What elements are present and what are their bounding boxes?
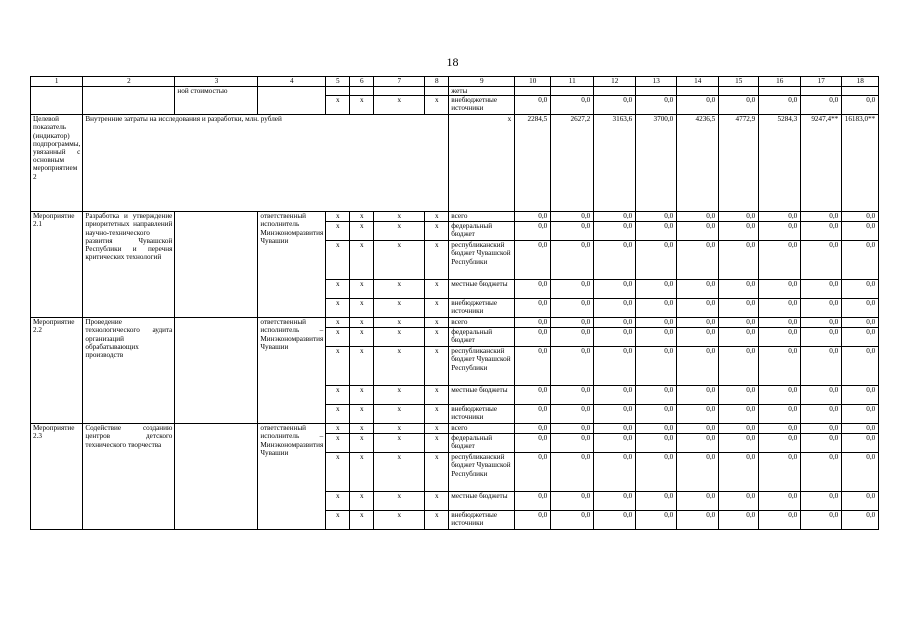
table-cell [515, 87, 551, 96]
funding-table [30, 76, 879, 530]
value-cell: 0,0 [677, 318, 719, 328]
mark-cell: x [350, 318, 374, 328]
value-cell: 0,0 [842, 453, 879, 492]
mark-cell: x [350, 328, 374, 347]
value-cell: 0,0 [515, 386, 551, 405]
table-row [31, 87, 879, 96]
value-cell: 0,0 [801, 405, 842, 424]
measure-label: Мероприятие 2.1 [31, 212, 83, 318]
mark-cell: x [374, 434, 425, 453]
value-cell: 0,0 [719, 453, 759, 492]
table-cell [801, 87, 842, 96]
funding-source: внебюджетные источники [449, 96, 515, 115]
column-number: 6 [350, 77, 374, 87]
value-cell: 0,0 [719, 434, 759, 453]
value-cell: 0,0 [801, 241, 842, 280]
value-cell: 0,0 [551, 212, 594, 222]
mark-cell: x [374, 299, 425, 318]
value-cell: 0,0 [551, 241, 594, 280]
mark-cell: x [326, 405, 350, 424]
funding-source: местные бюджеты [449, 280, 515, 299]
mark-cell: x [350, 299, 374, 318]
value-cell: 0,0 [636, 96, 677, 115]
value-cell: 0,0 [801, 222, 842, 241]
value-cell: 0,0 [801, 212, 842, 222]
value-cell: 0,0 [801, 318, 842, 328]
value-cell: 0,0 [515, 318, 551, 328]
table-cell [677, 87, 719, 96]
value-cell: 0,0 [759, 386, 801, 405]
mark-cell: x [326, 424, 350, 434]
value-cell: 0,0 [594, 511, 636, 530]
mark-cell: x [425, 453, 449, 492]
mark-cell: x [425, 328, 449, 347]
value-cell: 0,0 [594, 212, 636, 222]
value-cell: 0,0 [719, 280, 759, 299]
measure-title: Проведение технологического аудита организаций обрабатывающих производств [83, 318, 175, 424]
funding-source: всего [449, 424, 515, 434]
value-cell: 0,0 [801, 328, 842, 347]
value-cell: 0,0 [551, 318, 594, 328]
value-cell: 0,0 [551, 347, 594, 386]
mark-cell: x [326, 386, 350, 405]
value-cell: 0,0 [842, 212, 879, 222]
value-cell: 0,0 [636, 222, 677, 241]
value-cell: 0,0 [636, 318, 677, 328]
mark-cell: x [374, 222, 425, 241]
value-cell: 0,0 [842, 511, 879, 530]
value-cell: 0,0 [759, 280, 801, 299]
funding-source: всего [449, 212, 515, 222]
column-number: 3 [175, 77, 258, 87]
value-cell: 0,0 [594, 424, 636, 434]
mark-cell: x [425, 347, 449, 386]
mark-cell: x [326, 212, 350, 222]
value-cell: 0,0 [842, 96, 879, 115]
value-cell: 0,0 [594, 318, 636, 328]
value-cell: 0,0 [677, 280, 719, 299]
value-cell: 0,0 [636, 511, 677, 530]
value-cell: 0,0 [801, 299, 842, 318]
table-cell [31, 87, 83, 115]
value-cell: 0,0 [636, 386, 677, 405]
value-cell: 0,0 [677, 424, 719, 434]
mark-cell: x [425, 405, 449, 424]
table-cell [326, 87, 350, 96]
mark-cell: x [374, 511, 425, 530]
value-cell: 0,0 [551, 299, 594, 318]
value-cell: 0,0 [515, 222, 551, 241]
mark-cell: x [374, 96, 425, 115]
value-cell: 0,0 [842, 280, 879, 299]
value-cell: 0,0 [636, 280, 677, 299]
value-cell: 0,0 [842, 492, 879, 511]
mark-cell: x [374, 424, 425, 434]
funding-source: федеральный бюджет [449, 328, 515, 347]
value-cell: 3163,6 [594, 115, 636, 212]
column-number: 12 [594, 77, 636, 87]
mark-cell: x [374, 347, 425, 386]
mark-cell: x [326, 328, 350, 347]
value-cell: 0,0 [515, 96, 551, 115]
value-cell: 0,0 [719, 222, 759, 241]
mark-cell: x [374, 280, 425, 299]
value-cell: 0,0 [677, 241, 719, 280]
value-cell: 0,0 [719, 96, 759, 115]
table-cell [759, 87, 801, 96]
value-cell: 0,0 [801, 492, 842, 511]
value-cell: 0,0 [515, 511, 551, 530]
value-cell: 0,0 [551, 280, 594, 299]
table-cell [83, 87, 175, 115]
mark-cell: x [350, 280, 374, 299]
value-cell: 0,0 [515, 405, 551, 424]
mark-cell: x [326, 453, 350, 492]
value-cell: 0,0 [801, 280, 842, 299]
column-number: 10 [515, 77, 551, 87]
value-cell: 0,0 [842, 299, 879, 318]
value-cell: 0,0 [759, 328, 801, 347]
value-cell: 0,0 [636, 328, 677, 347]
indicator-text: Внутренние затраты на исследования и разработки, млн. рублей [83, 115, 449, 212]
value-cell: 0,0 [594, 328, 636, 347]
value-cell: 0,0 [594, 222, 636, 241]
column-number: 8 [425, 77, 449, 87]
value-cell: 0,0 [551, 386, 594, 405]
value-cell: 0,0 [842, 347, 879, 386]
value-cell: 0,0 [636, 212, 677, 222]
mark-cell: x [425, 434, 449, 453]
value-cell: 0,0 [636, 241, 677, 280]
value-cell: 0,0 [515, 299, 551, 318]
value-cell: 0,0 [636, 492, 677, 511]
value-cell: 0,0 [636, 405, 677, 424]
value-cell: 0,0 [551, 222, 594, 241]
funding-source: федеральный бюджет [449, 434, 515, 453]
mark-cell: x [425, 386, 449, 405]
value-cell: 0,0 [759, 96, 801, 115]
value-cell: 0,0 [719, 241, 759, 280]
value-cell: 0,0 [719, 318, 759, 328]
value-cell: 0,0 [594, 434, 636, 453]
value-cell: 0,0 [515, 434, 551, 453]
mark-cell: x [350, 96, 374, 115]
funding-source: внебюджетные источники [449, 299, 515, 318]
value-cell: 0,0 [594, 96, 636, 115]
mark-cell: x [350, 347, 374, 386]
mark-cell: x [449, 115, 515, 212]
measure-title: Разработка и утверждение приоритетных направлений научно-технического развития Чувашской Республики и перечня критических технологий [83, 212, 175, 318]
value-cell: 0,0 [801, 511, 842, 530]
page-number: 18 [446, 55, 459, 69]
value-cell: 0,0 [515, 241, 551, 280]
table-row [31, 318, 879, 328]
value-cell: 0,0 [842, 424, 879, 434]
table-cell [175, 212, 258, 318]
value-cell: 0,0 [636, 299, 677, 318]
value-cell: 0,0 [551, 453, 594, 492]
value-cell: 0,0 [719, 492, 759, 511]
value-cell: 5284,3 [759, 115, 801, 212]
value-cell: 0,0 [677, 299, 719, 318]
mark-cell: x [350, 241, 374, 280]
funding-source: местные бюджеты [449, 492, 515, 511]
funding-source: всего [449, 318, 515, 328]
mark-cell: x [374, 405, 425, 424]
value-cell: 0,0 [677, 347, 719, 386]
value-cell: 0,0 [677, 511, 719, 530]
mark-cell: x [326, 318, 350, 328]
mark-cell: x [326, 299, 350, 318]
measure-label: Мероприятие 2.3 [31, 424, 83, 530]
value-cell: 0,0 [719, 299, 759, 318]
value-cell: 0,0 [719, 386, 759, 405]
funding-source: республиканский бюджет Чувашской Республики [449, 453, 515, 492]
value-cell: 0,0 [842, 241, 879, 280]
value-cell: 0,0 [842, 434, 879, 453]
table-row [31, 212, 879, 222]
column-number: 4 [258, 77, 326, 87]
value-cell: 0,0 [677, 405, 719, 424]
measure-label: Мероприятие 2.2 [31, 318, 83, 424]
mark-cell: x [350, 405, 374, 424]
value-cell: 0,0 [594, 241, 636, 280]
value-cell: 0,0 [594, 386, 636, 405]
value-cell: 0,0 [759, 347, 801, 386]
value-cell: 0,0 [515, 212, 551, 222]
value-cell: 0,0 [719, 424, 759, 434]
mark-cell: x [326, 222, 350, 241]
value-cell: 16183,0** [842, 115, 879, 212]
value-cell: 0,0 [594, 299, 636, 318]
measure-executor: ответственный исполнитель – Минэкономразвития Чувашии [258, 318, 326, 424]
value-cell: 0,0 [801, 434, 842, 453]
mark-cell: x [374, 386, 425, 405]
table-row [31, 424, 879, 434]
value-cell: 0,0 [801, 386, 842, 405]
mark-cell: x [350, 511, 374, 530]
value-cell: 0,0 [801, 96, 842, 115]
column-number: 16 [759, 77, 801, 87]
value-cell: 0,0 [677, 492, 719, 511]
value-cell: 4236,5 [677, 115, 719, 212]
value-cell: 0,0 [677, 328, 719, 347]
value-cell: 0,0 [636, 453, 677, 492]
mark-cell: x [425, 212, 449, 222]
mark-cell: x [374, 492, 425, 511]
column-number: 15 [719, 77, 759, 87]
mark-cell: x [425, 492, 449, 511]
mark-cell: x [350, 434, 374, 453]
funding-source: федеральный бюджет [449, 222, 515, 241]
table-cell [425, 87, 449, 96]
value-cell: 0,0 [759, 492, 801, 511]
table-cell [258, 87, 326, 115]
column-number: 5 [326, 77, 350, 87]
column-number: 11 [551, 77, 594, 87]
funding-source: жеты [449, 87, 515, 96]
mark-cell: x [326, 434, 350, 453]
value-cell: 0,0 [759, 424, 801, 434]
value-cell: 0,0 [594, 453, 636, 492]
value-cell: 0,0 [551, 434, 594, 453]
value-cell: 0,0 [842, 222, 879, 241]
value-cell: 0,0 [759, 318, 801, 328]
value-cell: 0,0 [719, 212, 759, 222]
value-cell: 0,0 [759, 241, 801, 280]
value-cell: 0,0 [719, 405, 759, 424]
continued-text: ной стоимостью [175, 87, 258, 115]
table-cell [175, 318, 258, 424]
table-cell [636, 87, 677, 96]
mark-cell: x [326, 241, 350, 280]
value-cell: 0,0 [842, 328, 879, 347]
value-cell: 0,0 [515, 492, 551, 511]
value-cell: 0,0 [759, 405, 801, 424]
value-cell: 9247,4** [801, 115, 842, 212]
mark-cell: x [425, 280, 449, 299]
column-number: 1 [31, 77, 83, 87]
value-cell: 0,0 [636, 434, 677, 453]
measure-executor: ответственный исполнитель Минэкономразвития Чувашии [258, 212, 326, 318]
funding-source: внебюджетные источники [449, 511, 515, 530]
mark-cell: x [425, 299, 449, 318]
column-number: 7 [374, 77, 425, 87]
value-cell: 0,0 [677, 434, 719, 453]
value-cell: 0,0 [842, 318, 879, 328]
table-cell [551, 87, 594, 96]
mark-cell: x [326, 492, 350, 511]
value-cell: 0,0 [719, 347, 759, 386]
value-cell: 2284,5 [515, 115, 551, 212]
column-number: 18 [842, 77, 879, 87]
mark-cell: x [425, 424, 449, 434]
value-cell: 0,0 [551, 96, 594, 115]
value-cell: 0,0 [719, 511, 759, 530]
table-cell [374, 87, 425, 96]
measure-executor: ответственный исполнитель – Минэкономразвития Чувашии [258, 424, 326, 530]
value-cell: 4772,9 [719, 115, 759, 212]
funding-source: местные бюджеты [449, 386, 515, 405]
value-cell: 0,0 [594, 405, 636, 424]
value-cell: 0,0 [677, 222, 719, 241]
value-cell: 0,0 [551, 328, 594, 347]
table-cell [350, 87, 374, 96]
value-cell: 0,0 [636, 347, 677, 386]
value-cell: 0,0 [759, 453, 801, 492]
value-cell: 0,0 [842, 386, 879, 405]
value-cell: 0,0 [759, 212, 801, 222]
value-cell: 0,0 [551, 511, 594, 530]
value-cell: 0,0 [551, 492, 594, 511]
value-cell: 0,0 [801, 347, 842, 386]
value-cell: 0,0 [677, 453, 719, 492]
value-cell: 0,0 [636, 424, 677, 434]
mark-cell: x [374, 328, 425, 347]
mark-cell: x [350, 386, 374, 405]
column-number: 2 [83, 77, 175, 87]
value-cell: 0,0 [551, 405, 594, 424]
value-cell: 0,0 [594, 492, 636, 511]
indicator-label: Целевой показатель (индикатор) подпрограммы, увязанный с основным мероприятием 2 [31, 115, 83, 212]
mark-cell: x [350, 492, 374, 511]
mark-cell: x [425, 511, 449, 530]
mark-cell: x [374, 212, 425, 222]
mark-cell: x [425, 96, 449, 115]
value-cell: 0,0 [677, 96, 719, 115]
funding-source: внебюджетные источники [449, 405, 515, 424]
value-cell: 0,0 [515, 453, 551, 492]
column-number: 17 [801, 77, 842, 87]
value-cell: 0,0 [677, 212, 719, 222]
mark-cell: x [374, 241, 425, 280]
mark-cell: x [350, 424, 374, 434]
value-cell: 0,0 [759, 299, 801, 318]
mark-cell: x [326, 280, 350, 299]
funding-source: республиканский бюджет Чувашской Республики [449, 241, 515, 280]
table-cell [719, 87, 759, 96]
mark-cell: x [326, 511, 350, 530]
value-cell: 2627,2 [551, 115, 594, 212]
value-cell: 0,0 [801, 424, 842, 434]
column-number: 13 [636, 77, 677, 87]
table-cell [594, 87, 636, 96]
value-cell: 0,0 [594, 347, 636, 386]
value-cell: 0,0 [551, 424, 594, 434]
table-cell [842, 87, 879, 96]
mark-cell: x [326, 96, 350, 115]
value-cell: 0,0 [515, 280, 551, 299]
mark-cell: x [425, 222, 449, 241]
value-cell: 3700,0 [636, 115, 677, 212]
mark-cell: x [425, 241, 449, 280]
indicator-row [31, 115, 879, 212]
value-cell: 0,0 [677, 386, 719, 405]
funding-source: республиканский бюджет Чувашской Республики [449, 347, 515, 386]
value-cell: 0,0 [594, 280, 636, 299]
value-cell: 0,0 [719, 328, 759, 347]
value-cell: 0,0 [801, 453, 842, 492]
value-cell: 0,0 [759, 511, 801, 530]
value-cell: 0,0 [759, 222, 801, 241]
mark-cell: x [350, 212, 374, 222]
mark-cell: x [350, 453, 374, 492]
mark-cell: x [326, 347, 350, 386]
value-cell: 0,0 [842, 405, 879, 424]
mark-cell: x [374, 318, 425, 328]
value-cell: 0,0 [759, 434, 801, 453]
column-number: 9 [449, 77, 515, 87]
column-number: 14 [677, 77, 719, 87]
header-row [31, 77, 879, 87]
table-cell [175, 424, 258, 530]
mark-cell: x [374, 453, 425, 492]
value-cell: 0,0 [515, 347, 551, 386]
value-cell: 0,0 [515, 328, 551, 347]
mark-cell: x [350, 222, 374, 241]
mark-cell: x [425, 318, 449, 328]
value-cell: 0,0 [515, 424, 551, 434]
measure-title: Содействие созданию центров детского технического творчества [83, 424, 175, 530]
